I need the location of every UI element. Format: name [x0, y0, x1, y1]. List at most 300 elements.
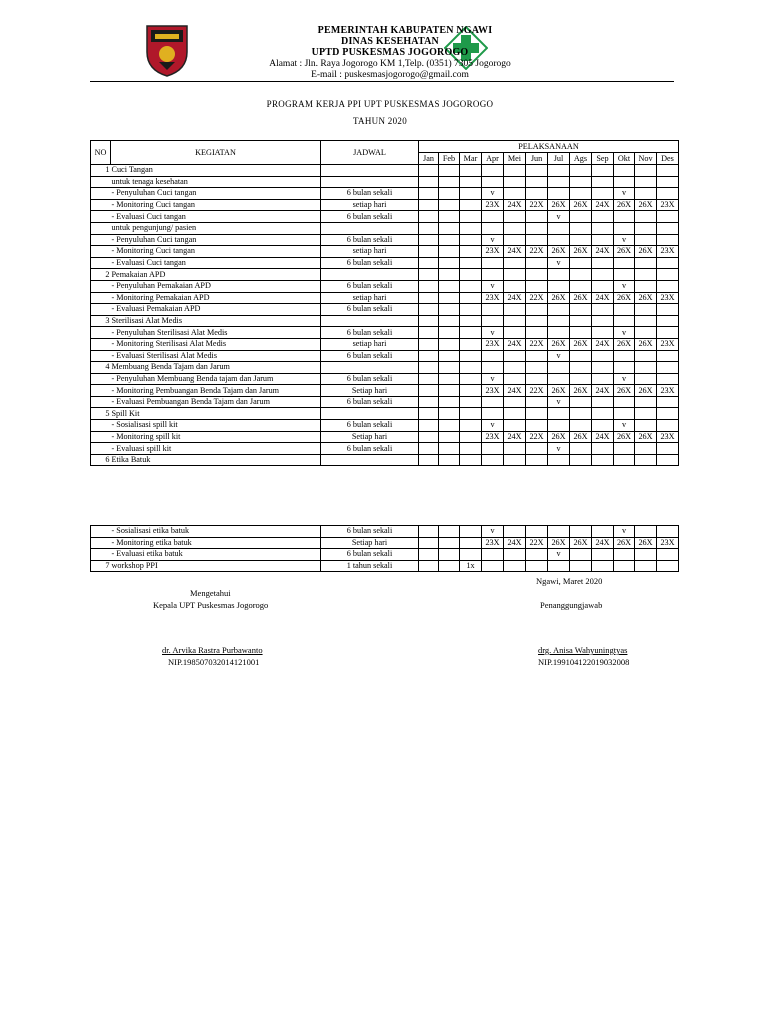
month-cell: [504, 443, 526, 455]
month-cell: [482, 211, 504, 223]
table-row: [91, 537, 679, 549]
month-cell: [548, 280, 570, 292]
month-cell: 26X: [614, 338, 635, 350]
month-cell: v: [614, 280, 635, 292]
month-cell: [460, 246, 482, 258]
header-jadwal: JADWAL: [321, 141, 419, 165]
month-cell: [482, 315, 504, 327]
month-cell: 26X: [570, 199, 592, 211]
month-cell: [635, 443, 657, 455]
month-cell: [419, 280, 439, 292]
month-header: Jun: [526, 153, 548, 165]
month-cell: [570, 222, 592, 234]
month-cell: v: [614, 420, 635, 432]
month-cell: 24X: [592, 537, 614, 549]
month-cell: [635, 211, 657, 223]
month-cell: 24X: [504, 199, 526, 211]
month-cell: [504, 304, 526, 316]
month-cell: [504, 560, 526, 572]
month-cell: v: [482, 188, 504, 200]
row-schedule: setiap hari: [321, 199, 419, 211]
month-cell: [635, 526, 657, 538]
month-cell: [614, 443, 635, 455]
month-cell: [526, 443, 548, 455]
row-schedule: [321, 454, 419, 466]
month-cell: [657, 176, 679, 188]
month-cell: 23X: [657, 431, 679, 443]
month-cell: [419, 315, 439, 327]
row-activity: - Penyuluhan Membuang Benda tajam dan Jarum: [111, 373, 321, 385]
month-cell: [439, 246, 460, 258]
row-activity: - Evaluasi Pembuangan Benda Tajam dan Jarum: [111, 396, 321, 408]
month-cell: [419, 234, 439, 246]
month-cell: [570, 304, 592, 316]
row-activity: - Penyuluhan Pemakaian APD: [111, 280, 321, 292]
month-cell: [657, 443, 679, 455]
month-cell: [592, 362, 614, 374]
month-cell: [419, 188, 439, 200]
month-cell: [614, 350, 635, 362]
row-number: 1: [91, 165, 111, 177]
month-cell: [570, 257, 592, 269]
month-cell: [460, 234, 482, 246]
row-schedule: 6 bulan sekali: [321, 234, 419, 246]
month-header: Mar: [460, 153, 482, 165]
month-cell: 24X: [504, 338, 526, 350]
row-number: 5: [91, 408, 111, 420]
month-cell: [419, 165, 439, 177]
month-cell: [635, 362, 657, 374]
month-cell: 1x: [460, 560, 482, 572]
month-cell: [635, 165, 657, 177]
month-cell: [548, 454, 570, 466]
month-cell: 22X: [526, 292, 548, 304]
month-cell: 26X: [614, 246, 635, 258]
month-cell: [460, 269, 482, 281]
row-schedule: 6 bulan sekali: [321, 280, 419, 292]
month-cell: [526, 549, 548, 561]
month-cell: [635, 420, 657, 432]
month-cell: 26X: [614, 537, 635, 549]
table-row: [91, 315, 679, 327]
month-cell: 24X: [592, 292, 614, 304]
month-cell: [439, 304, 460, 316]
month-cell: [419, 385, 439, 397]
month-cell: [570, 211, 592, 223]
month-cell: [504, 408, 526, 420]
month-cell: [504, 234, 526, 246]
row-activity: - Evaluasi spill kit: [111, 443, 321, 455]
month-cell: 26X: [548, 338, 570, 350]
row-number: [91, 420, 111, 432]
month-cell: [419, 420, 439, 432]
month-cell: 22X: [526, 537, 548, 549]
row-activity: untuk pengunjung/ pasien: [111, 222, 321, 234]
month-cell: 22X: [526, 199, 548, 211]
month-cell: v: [548, 443, 570, 455]
row-activity: Spill Kit: [111, 408, 321, 420]
month-cell: [526, 188, 548, 200]
month-cell: [482, 304, 504, 316]
month-cell: [614, 165, 635, 177]
month-cell: [614, 315, 635, 327]
letterhead-email: E-mail : puskesmasjogorogo@gmail.com: [311, 70, 469, 80]
month-cell: 24X: [592, 431, 614, 443]
month-cell: 23X: [657, 292, 679, 304]
row-schedule: setiap hari: [321, 338, 419, 350]
month-cell: [635, 396, 657, 408]
month-cell: [460, 176, 482, 188]
table-row: [91, 431, 679, 443]
program-table-continued: [90, 525, 679, 572]
month-cell: [570, 269, 592, 281]
month-cell: [635, 188, 657, 200]
month-cell: [504, 327, 526, 339]
month-cell: [460, 396, 482, 408]
month-cell: [482, 549, 504, 561]
month-cell: [460, 257, 482, 269]
month-cell: [614, 176, 635, 188]
table-row: [91, 420, 679, 432]
row-activity: - Evaluasi Sterilisasi Alat Medis: [111, 350, 321, 362]
month-cell: [548, 526, 570, 538]
month-cell: [460, 549, 482, 561]
table-row: [91, 280, 679, 292]
signature-left-name: dr. Arvika Rastra Purbawanto: [162, 645, 263, 655]
month-cell: [482, 222, 504, 234]
month-cell: 23X: [657, 246, 679, 258]
month-cell: [482, 269, 504, 281]
month-cell: [635, 280, 657, 292]
month-cell: [657, 454, 679, 466]
row-number: 3: [91, 315, 111, 327]
month-cell: [460, 526, 482, 538]
month-cell: [439, 222, 460, 234]
month-header: Okt: [614, 153, 635, 165]
month-cell: [657, 327, 679, 339]
month-cell: [419, 408, 439, 420]
row-number: 7: [91, 560, 111, 572]
month-cell: [570, 234, 592, 246]
month-cell: [570, 315, 592, 327]
month-cell: [592, 211, 614, 223]
month-cell: 22X: [526, 431, 548, 443]
month-cell: [526, 420, 548, 432]
month-cell: 24X: [592, 385, 614, 397]
place-date: Ngawi, Maret 2020: [536, 576, 603, 586]
month-cell: [526, 234, 548, 246]
month-cell: [504, 420, 526, 432]
month-cell: 23X: [482, 246, 504, 258]
month-cell: [460, 350, 482, 362]
row-number: [91, 373, 111, 385]
month-cell: [657, 165, 679, 177]
month-cell: [570, 176, 592, 188]
month-cell: [419, 176, 439, 188]
month-cell: [592, 315, 614, 327]
month-cell: [482, 560, 504, 572]
month-header: Feb: [439, 153, 460, 165]
row-schedule: setiap hari: [321, 246, 419, 258]
month-cell: [548, 188, 570, 200]
table-row: [91, 396, 679, 408]
row-activity: Sterilisasi Alat Medis: [111, 315, 321, 327]
month-cell: [657, 549, 679, 561]
month-cell: 24X: [504, 385, 526, 397]
row-activity: - Monitoring Sterilisasi Alat Medis: [111, 338, 321, 350]
month-cell: [460, 385, 482, 397]
program-table: [90, 140, 679, 466]
month-cell: 26X: [635, 246, 657, 258]
table-row: [91, 222, 679, 234]
month-cell: [592, 526, 614, 538]
month-cell: [526, 373, 548, 385]
month-cell: [592, 350, 614, 362]
row-number: [91, 350, 111, 362]
month-cell: [592, 327, 614, 339]
month-cell: 26X: [570, 537, 592, 549]
month-cell: [504, 165, 526, 177]
month-cell: 23X: [482, 199, 504, 211]
month-cell: [526, 350, 548, 362]
month-cell: [504, 526, 526, 538]
month-cell: [592, 560, 614, 572]
month-cell: [548, 269, 570, 281]
row-activity: - Monitoring Pembuangan Benda Tajam dan Jarum: [111, 385, 321, 397]
month-cell: [657, 280, 679, 292]
month-cell: [419, 560, 439, 572]
month-cell: [635, 350, 657, 362]
month-cell: 26X: [635, 385, 657, 397]
row-schedule: 6 bulan sekali: [321, 304, 419, 316]
month-cell: [657, 269, 679, 281]
month-cell: [419, 292, 439, 304]
month-cell: [657, 373, 679, 385]
month-cell: 24X: [504, 246, 526, 258]
row-number: [91, 549, 111, 561]
table-row: [91, 176, 679, 188]
month-cell: v: [482, 373, 504, 385]
table-row: [91, 304, 679, 316]
row-schedule: Setiap hari: [321, 431, 419, 443]
month-cell: [635, 269, 657, 281]
letterhead-institution: UPTD PUSKESMAS JOGOROGO: [311, 47, 469, 58]
row-schedule: [321, 222, 419, 234]
row-schedule: 6 bulan sekali: [321, 526, 419, 538]
month-cell: 26X: [548, 431, 570, 443]
month-header: Apr: [482, 153, 504, 165]
month-cell: 24X: [592, 246, 614, 258]
table-row: [91, 526, 679, 538]
month-cell: [439, 526, 460, 538]
signature-right-nip: NIP.199104122019032008: [538, 657, 630, 667]
month-cell: [460, 165, 482, 177]
month-cell: [419, 222, 439, 234]
month-cell: [592, 549, 614, 561]
month-cell: [657, 234, 679, 246]
month-cell: [439, 560, 460, 572]
month-cell: [460, 315, 482, 327]
month-cell: [657, 362, 679, 374]
month-cell: [504, 373, 526, 385]
month-cell: 26X: [614, 199, 635, 211]
month-cell: [548, 362, 570, 374]
month-cell: [548, 560, 570, 572]
row-number: [91, 176, 111, 188]
month-cell: [460, 431, 482, 443]
row-activity: Cuci Tangan: [111, 165, 321, 177]
month-cell: [460, 408, 482, 420]
month-cell: [548, 315, 570, 327]
month-cell: v: [482, 280, 504, 292]
month-cell: [548, 408, 570, 420]
month-cell: [614, 396, 635, 408]
month-cell: [526, 560, 548, 572]
month-cell: [526, 396, 548, 408]
letterhead-department: DINAS KESEHATAN: [341, 36, 439, 47]
table-row: [91, 165, 679, 177]
month-cell: v: [482, 526, 504, 538]
month-cell: [526, 280, 548, 292]
table-row: [91, 234, 679, 246]
table-row: [91, 454, 679, 466]
table-row: [91, 188, 679, 200]
month-cell: [548, 222, 570, 234]
month-cell: [419, 526, 439, 538]
month-cell: [657, 188, 679, 200]
row-schedule: 6 bulan sekali: [321, 211, 419, 223]
month-cell: [570, 560, 592, 572]
month-cell: 23X: [657, 199, 679, 211]
month-cell: [460, 292, 482, 304]
row-schedule: setiap hari: [321, 292, 419, 304]
row-number: [91, 246, 111, 258]
month-cell: [504, 350, 526, 362]
row-activity: - Penyuluhan Cuci tangan: [111, 234, 321, 246]
month-cell: 26X: [548, 246, 570, 258]
month-cell: [592, 443, 614, 455]
row-activity: - Monitoring Pemakaian APD: [111, 292, 321, 304]
month-cell: [635, 560, 657, 572]
month-cell: [460, 373, 482, 385]
month-cell: [592, 420, 614, 432]
month-cell: [635, 222, 657, 234]
month-header: Jan: [419, 153, 439, 165]
month-cell: 26X: [570, 338, 592, 350]
letterhead: [0, 0, 768, 90]
month-cell: [570, 396, 592, 408]
row-activity: - Monitoring etika batuk: [111, 537, 321, 549]
month-cell: [592, 408, 614, 420]
month-cell: [592, 188, 614, 200]
table-row: [91, 560, 679, 572]
row-activity: - Penyuluhan Cuci tangan: [111, 188, 321, 200]
row-schedule: 6 bulan sekali: [321, 188, 419, 200]
month-cell: [614, 211, 635, 223]
row-activity: - Sosialisasi etika batuk: [111, 526, 321, 538]
month-cell: [504, 280, 526, 292]
month-cell: [526, 327, 548, 339]
table-row: [91, 338, 679, 350]
month-cell: [419, 338, 439, 350]
month-cell: [460, 443, 482, 455]
month-cell: v: [614, 188, 635, 200]
table-row: [91, 443, 679, 455]
month-cell: [439, 537, 460, 549]
month-cell: [526, 304, 548, 316]
month-cell: [592, 269, 614, 281]
month-cell: [482, 443, 504, 455]
row-schedule: 6 bulan sekali: [321, 420, 419, 432]
month-cell: [657, 408, 679, 420]
month-cell: [504, 269, 526, 281]
month-cell: [614, 549, 635, 561]
month-cell: [460, 280, 482, 292]
month-cell: 24X: [592, 338, 614, 350]
month-cell: 26X: [570, 246, 592, 258]
row-number: [91, 222, 111, 234]
month-cell: [635, 549, 657, 561]
row-activity: Pemakaian APD: [111, 269, 321, 281]
month-cell: [570, 408, 592, 420]
month-cell: 22X: [526, 338, 548, 350]
month-cell: [548, 165, 570, 177]
month-cell: [548, 327, 570, 339]
month-cell: [439, 338, 460, 350]
month-cell: [419, 257, 439, 269]
signature-right-role: Penanggungjawab: [540, 600, 603, 610]
month-cell: 26X: [548, 537, 570, 549]
month-cell: [439, 257, 460, 269]
month-cell: [460, 327, 482, 339]
month-cell: [548, 373, 570, 385]
month-cell: [439, 234, 460, 246]
row-activity: - Sosialisasi spill kit: [111, 420, 321, 432]
month-cell: [504, 454, 526, 466]
month-cell: [526, 176, 548, 188]
month-cell: 23X: [657, 338, 679, 350]
table-row: [91, 408, 679, 420]
month-cell: [570, 420, 592, 432]
month-cell: 26X: [548, 292, 570, 304]
row-activity: - Evaluasi Cuci tangan: [111, 211, 321, 223]
month-cell: [482, 362, 504, 374]
month-cell: [460, 537, 482, 549]
row-number: [91, 211, 111, 223]
month-cell: [548, 420, 570, 432]
month-cell: 24X: [592, 199, 614, 211]
month-cell: [548, 304, 570, 316]
row-schedule: 6 bulan sekali: [321, 396, 419, 408]
month-cell: 23X: [482, 338, 504, 350]
month-cell: [614, 454, 635, 466]
month-cell: [614, 304, 635, 316]
row-activity: - Monitoring Cuci tangan: [111, 199, 321, 211]
month-header: Nov: [635, 153, 657, 165]
row-schedule: [321, 362, 419, 374]
month-cell: [570, 350, 592, 362]
month-cell: [439, 188, 460, 200]
row-schedule: Setiap hari: [321, 537, 419, 549]
month-cell: v: [548, 257, 570, 269]
month-cell: [526, 222, 548, 234]
month-cell: [570, 549, 592, 561]
month-cell: [460, 420, 482, 432]
month-cell: [635, 373, 657, 385]
month-cell: [439, 454, 460, 466]
month-cell: [592, 257, 614, 269]
month-cell: [504, 211, 526, 223]
